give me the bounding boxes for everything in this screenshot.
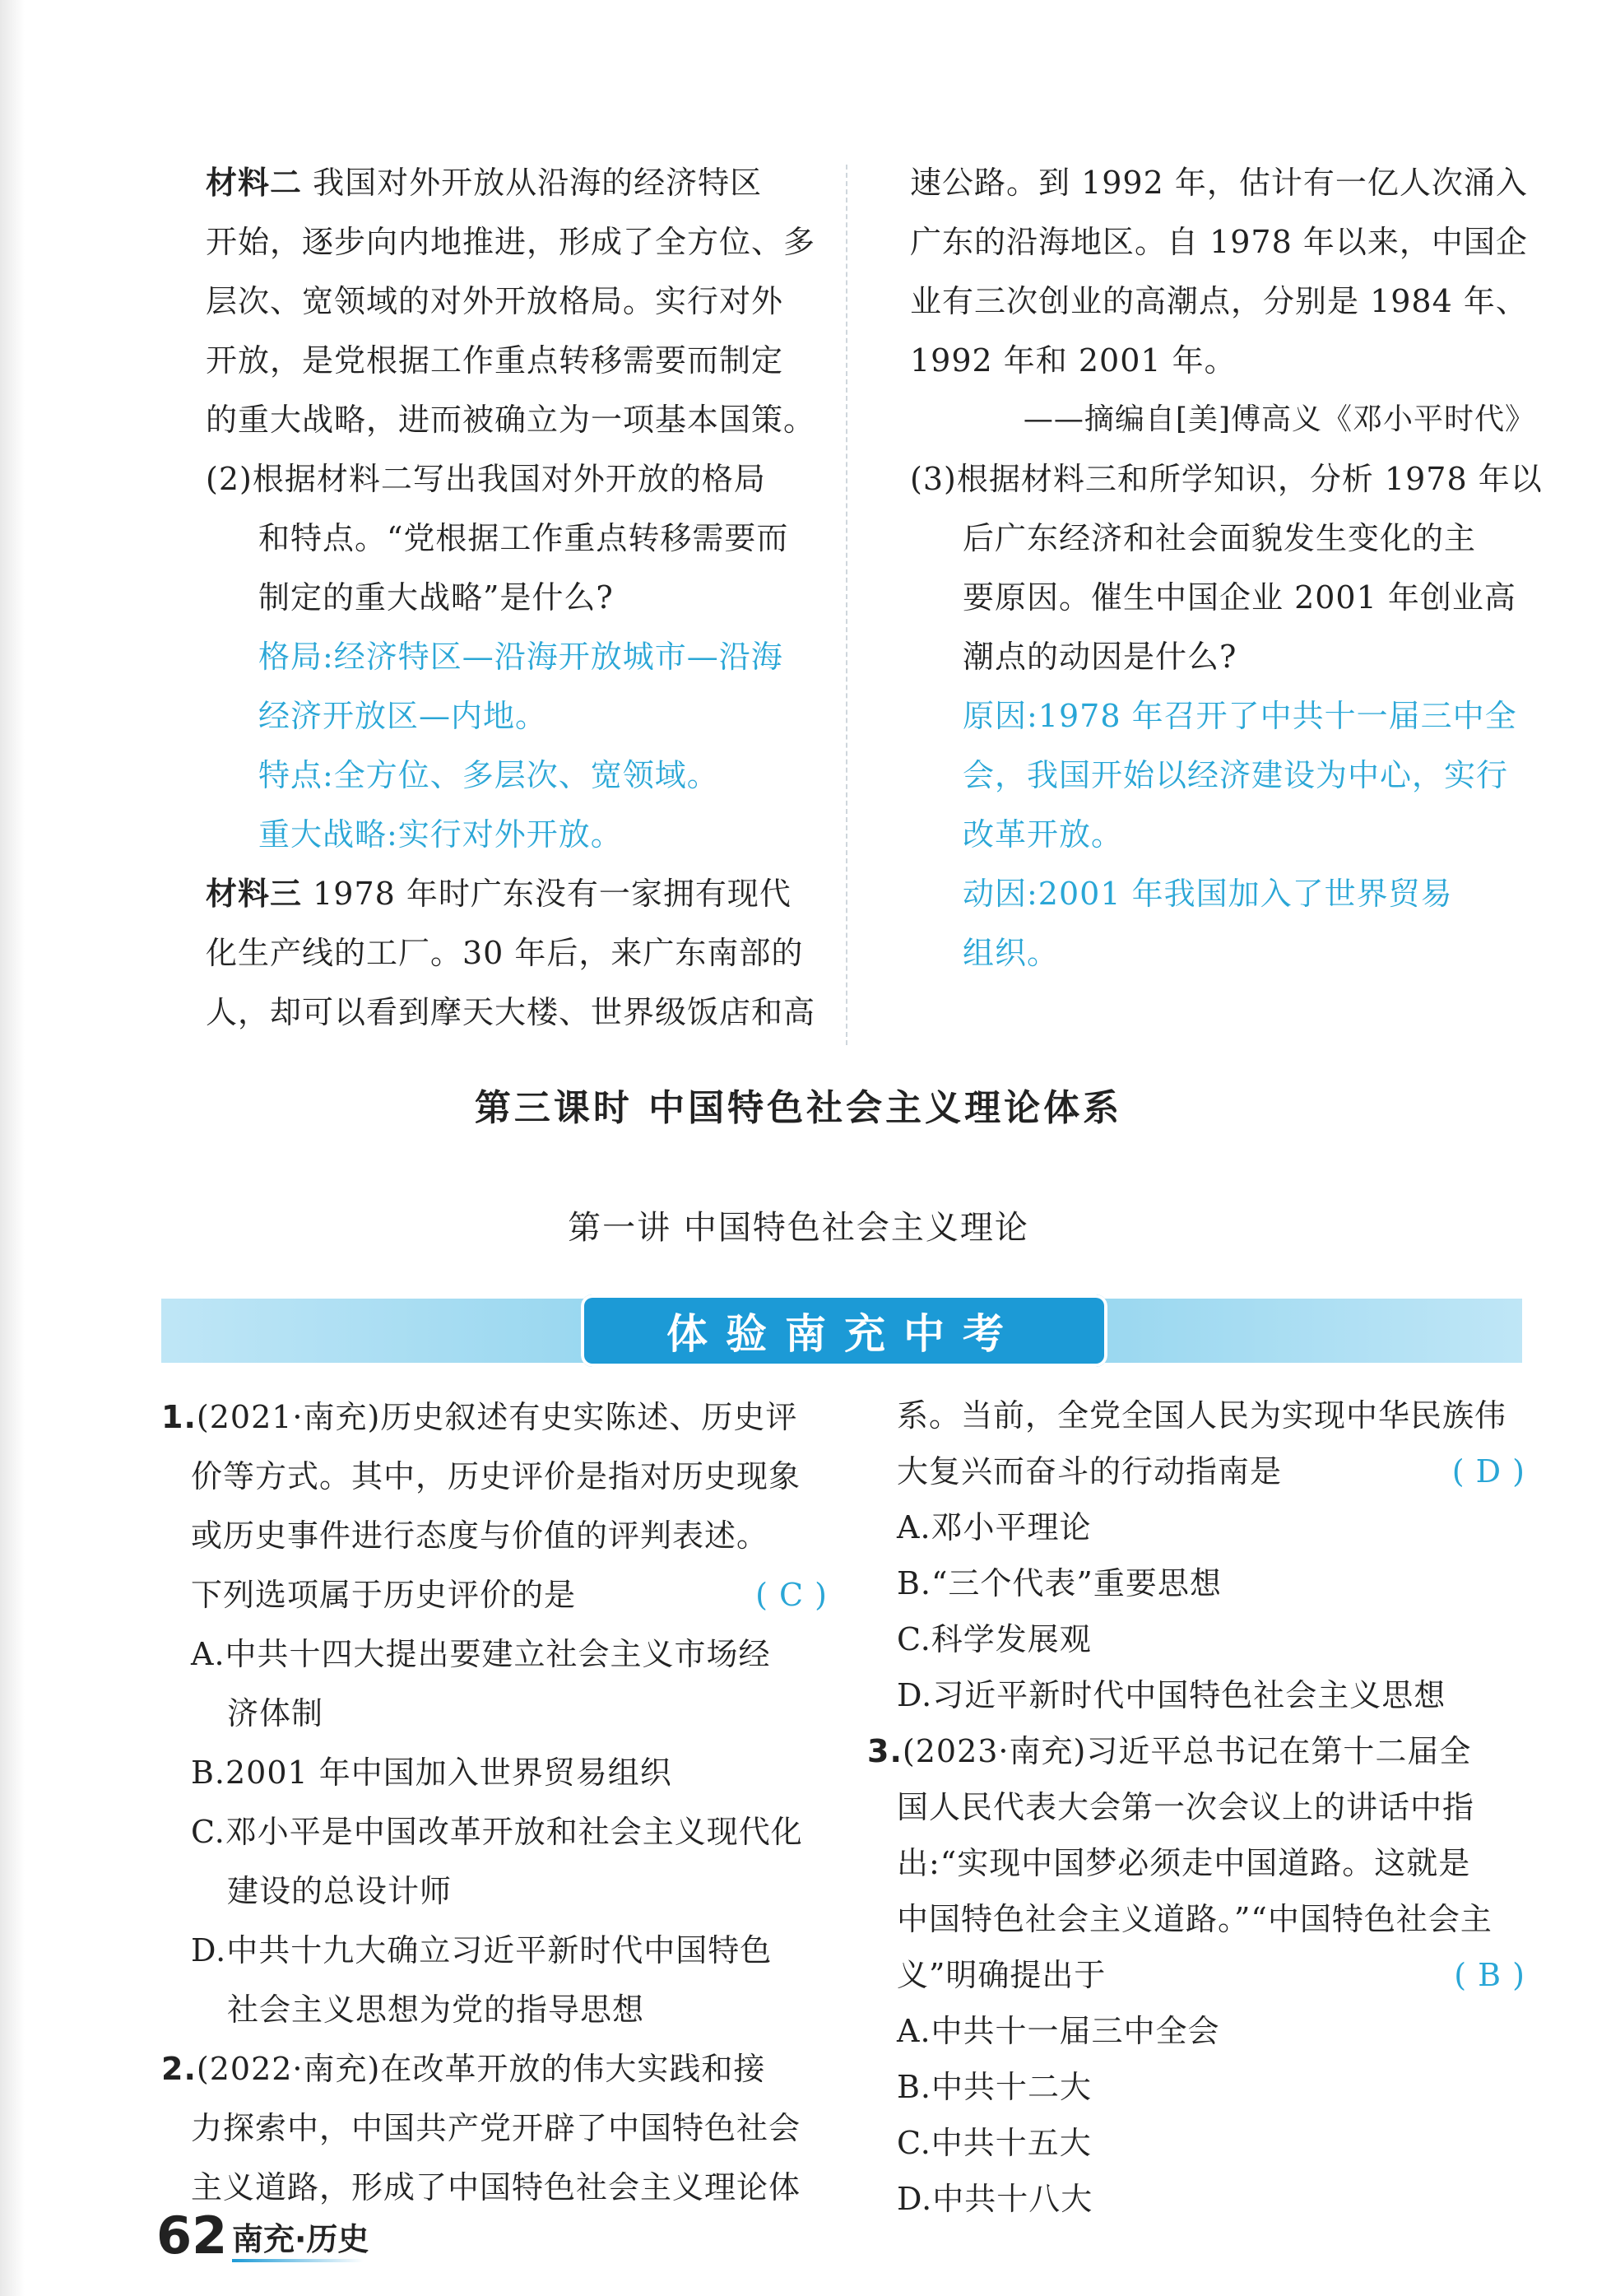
answer-line: 经济开放区—内地。 (258, 698, 548, 734)
text-line: 广东的沿海地区。自 1978 年以来，中国企 (910, 224, 1528, 260)
question-2-stem: 主义道路，形成了中国特色社会主义理论体 (191, 2169, 801, 2205)
top-left-column (206, 153, 831, 1042)
answer-choice: ( C ) (755, 1577, 828, 1613)
question-number: 1. (161, 1399, 197, 1435)
answer-choice: ( B ) (1454, 1957, 1525, 1993)
question-3-stem: 出:“实现中国梦必须走中国道路。这就是 (897, 1845, 1471, 1881)
answer-line: 组织。 (963, 935, 1060, 971)
question-3-stem: 国人民代表大会第一次会议上的讲话中指 (897, 1789, 1475, 1825)
question-1-stem: 1.(2021·南充)历史叙述有史实陈述、历史评 (161, 1399, 798, 1435)
material-two-line-1: 材料二 我国对外开放从沿海的经济特区 (206, 165, 763, 201)
text-line: 开放，是党根据工作重点转移需要而制定 (206, 342, 784, 379)
option-c: C.邓小平是中国改革开放和社会主义现代化 (191, 1814, 803, 1850)
answer-line: 会，我国开始以经济建设为中心，实行 (963, 757, 1509, 793)
section-banner-text: 体验南充中考 (666, 1310, 1022, 1358)
bottom-left-column (161, 1387, 828, 2217)
text-line: 1992 年和 2001 年。 (910, 342, 1237, 379)
text-line: 业有三次创业的高潮点，分别是 1984 年、 (910, 283, 1528, 319)
lecture-title: 第一讲 中国特色社会主义理论 (568, 1209, 1029, 1247)
answer-line: 改革开放。 (963, 816, 1124, 853)
option-d: D.习近平新时代中国特色社会主义思想 (897, 1677, 1446, 1713)
option-b: B.“三个代表”重要思想 (897, 1565, 1222, 1601)
answer-line: 动因:2001 年我国加入了世界贸易 (963, 876, 1453, 912)
column-divider (846, 165, 847, 1045)
option-b: B.2001 年中国加入世界贸易组织 (191, 1755, 672, 1791)
option-d: D.中共十八大 (897, 2181, 1093, 2217)
lesson-title: 第三课时 中国特色社会主义理论体系 (474, 1087, 1123, 1129)
question-2-stem: 2.(2022·南充)在改革开放的伟大实践和接 (161, 2051, 766, 2087)
question-number: 3. (867, 1733, 903, 1769)
material-label: 材料三 (206, 876, 303, 912)
answer-line: 格局:经济特区—沿海开放城市—沿海 (258, 639, 783, 675)
text-line: 的重大战略，进而被确立为一项基本国策。 (206, 402, 816, 438)
option-b: B.中共十二大 (897, 2069, 1093, 2105)
question-1-stem: 下列选项属于历史评价的是 ( C ) (161, 1565, 828, 1624)
answer-choice: ( D ) (1451, 1453, 1525, 1490)
section-banner (581, 1294, 1107, 1367)
question-1-stem: 价等方式。其中，历史评价是指对历史现象 (191, 1458, 801, 1494)
question-3-stem: 中国特色社会主义道路。”“中国特色社会主 (897, 1901, 1493, 1937)
question-line: (2)根据材料二写出我国对外开放的格局 (206, 461, 766, 497)
question-2-stem: 大复兴而奋斗的行动指南是 ( D ) (867, 1443, 1525, 1499)
question-line: 制定的重大战略”是什么? (258, 579, 614, 616)
text-line: 人，却可以看到摩天大楼、世界级饭店和高 (206, 994, 816, 1030)
text-line: 化生产线的工厂。30 年后，来广东南部的 (206, 935, 804, 971)
option-a: A.邓小平理论 (897, 1509, 1092, 1545)
option-c: C.科学发展观 (897, 1621, 1092, 1657)
answer-line: 原因:1978 年召开了中共十一届三中全 (963, 698, 1517, 734)
text-line: 开始，逐步向内地推进，形成了全方位、多 (206, 224, 816, 260)
question-line: 后广东经济和社会面貌发生变化的主 (963, 520, 1477, 556)
option-c: C.中共十五大 (897, 2125, 1092, 2161)
option-a: A.中共十一届三中全会 (897, 2013, 1220, 2049)
source-citation: ——摘编自[美]傅高义《邓小平时代》 (1023, 402, 1535, 436)
option-a: A.中共十四大提出要建立社会主义市场经 (191, 1636, 771, 1672)
option-d-cont: 社会主义思想为党的指导思想 (227, 1992, 645, 2028)
question-line: 要原因。催生中国企业 2001 年创业高 (963, 579, 1516, 616)
material-three-line-1: 材料三 1978 年时广东没有一家拥有现代 (206, 876, 792, 912)
question-2-stem: 系。当前，全党全国人民为实现中华民族伟 (897, 1397, 1507, 1434)
footer-underline (232, 2259, 364, 2262)
page-number: 62 (156, 2205, 228, 2266)
text-line: 层次、宽领域的对外开放格局。实行对外 (206, 283, 784, 319)
option-d: D.中共十九大确立习近平新时代中国特色 (191, 1932, 773, 1968)
question-line: 潮点的动因是什么? (963, 639, 1237, 675)
top-right-column (910, 153, 1543, 983)
answer-line: 重大战略:实行对外开放。 (258, 816, 623, 853)
text-line: 速公路。到 1992 年，估计有一亿人次涌入 (910, 165, 1528, 201)
question-3-stem: 3.(2023·南充)习近平总书记在第十二届全 (867, 1733, 1472, 1769)
option-c-cont: 建设的总设计师 (227, 1873, 453, 1909)
material-label: 材料二 (206, 165, 303, 201)
question-3-stem: 义”明确提出于 ( B ) (867, 1947, 1525, 2003)
page-edge-shadow (0, 0, 25, 2296)
bottom-right-column (867, 1387, 1525, 2227)
question-number: 2. (161, 2051, 197, 2087)
question-line: (3)根据材料三和所学知识，分析 1978 年以 (910, 461, 1543, 497)
question-1-stem: 或历史事件进行态度与价值的评判表述。 (191, 1517, 769, 1554)
option-a-cont: 济体制 (227, 1695, 324, 1731)
answer-line: 特点:全方位、多层次、宽领域。 (258, 757, 719, 793)
question-2-stem: 力探索中，中国共产党开辟了中国特色社会 (191, 2110, 801, 2146)
question-line: 和特点。“党根据工作重点转移需要而 (258, 520, 789, 556)
footer-title: 南充·历史 (232, 2221, 369, 2257)
